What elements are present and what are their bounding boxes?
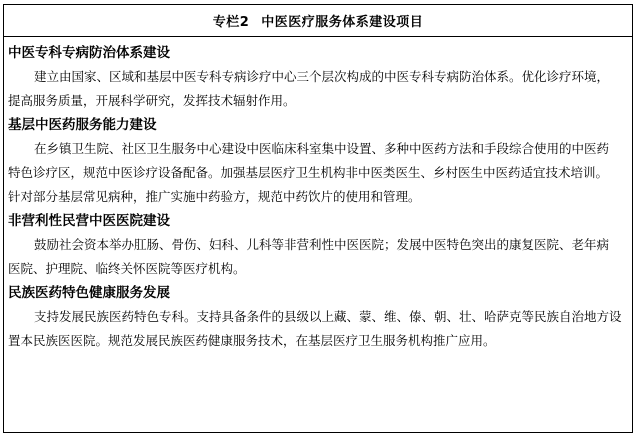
- box-header: [4, 5, 632, 37]
- section-3: [8, 209, 626, 281]
- paragraph-line: 提高服务质量，开展科学研究，发挥技术辐射作用。: [8, 93, 296, 108]
- section-title: 民族医药特色健康服务发展: [8, 285, 170, 301]
- section-title: 非营利性民营中医医院建设: [8, 213, 170, 229]
- section-4: [8, 281, 626, 353]
- section-title: 基层中医药服务能力建设: [8, 117, 157, 133]
- box-content: [4, 37, 632, 353]
- section-title: 中医专科专病防治体系建设: [8, 45, 170, 61]
- paragraph-line: 支持发展民族医药特色专科。支持具备条件的县级以上藏、蒙、维、傣、朝、壮、哈萨克等民族自治地方设: [34, 309, 622, 324]
- project-box: [3, 4, 633, 433]
- box-title: 中医医疗服务体系建设项目: [261, 15, 424, 30]
- paragraph-line: 在乡镇卫生院、社区卫生服务中心建设中医临床科室集中设置、多种中医药方法和手段综合使用的中医药: [34, 141, 610, 156]
- section-paragraph: [8, 233, 626, 281]
- section-paragraph: [8, 137, 626, 209]
- section-1: [8, 41, 626, 113]
- paragraph-line: 医院、护理院、临终关怀医院等医疗机构。: [8, 261, 246, 276]
- column-label: 专栏2: [212, 15, 250, 30]
- section-paragraph: [8, 305, 626, 353]
- paragraph-line: 针对部分基层常见病种，推广实施中药验方，规范中药饮片的使用和管理。: [8, 189, 421, 204]
- paragraph-line: 特色诊疗区，规范中医诊疗设备配备。加强基层医疗卫生机构非中医类医生、乡村医生中医药适宜技术培训。: [8, 165, 609, 180]
- paragraph-line: 建立由国家、区域和基层中医专科专病诊疗中心三个层次构成的中医专科专病防治体系。优化诊疗环境，: [34, 69, 610, 84]
- section-2: [8, 113, 626, 209]
- paragraph-line: 置本民族医医院。规范发展民族医药健康服务技术，在基层医疗卫生服务机构推广应用。: [8, 333, 496, 348]
- paragraph-line: 鼓励社会资本举办肛肠、骨伤、妇科、儿科等非营利性中医医院；发展中医特色突出的康复医院、老年病: [34, 237, 610, 252]
- section-paragraph: [8, 65, 626, 113]
